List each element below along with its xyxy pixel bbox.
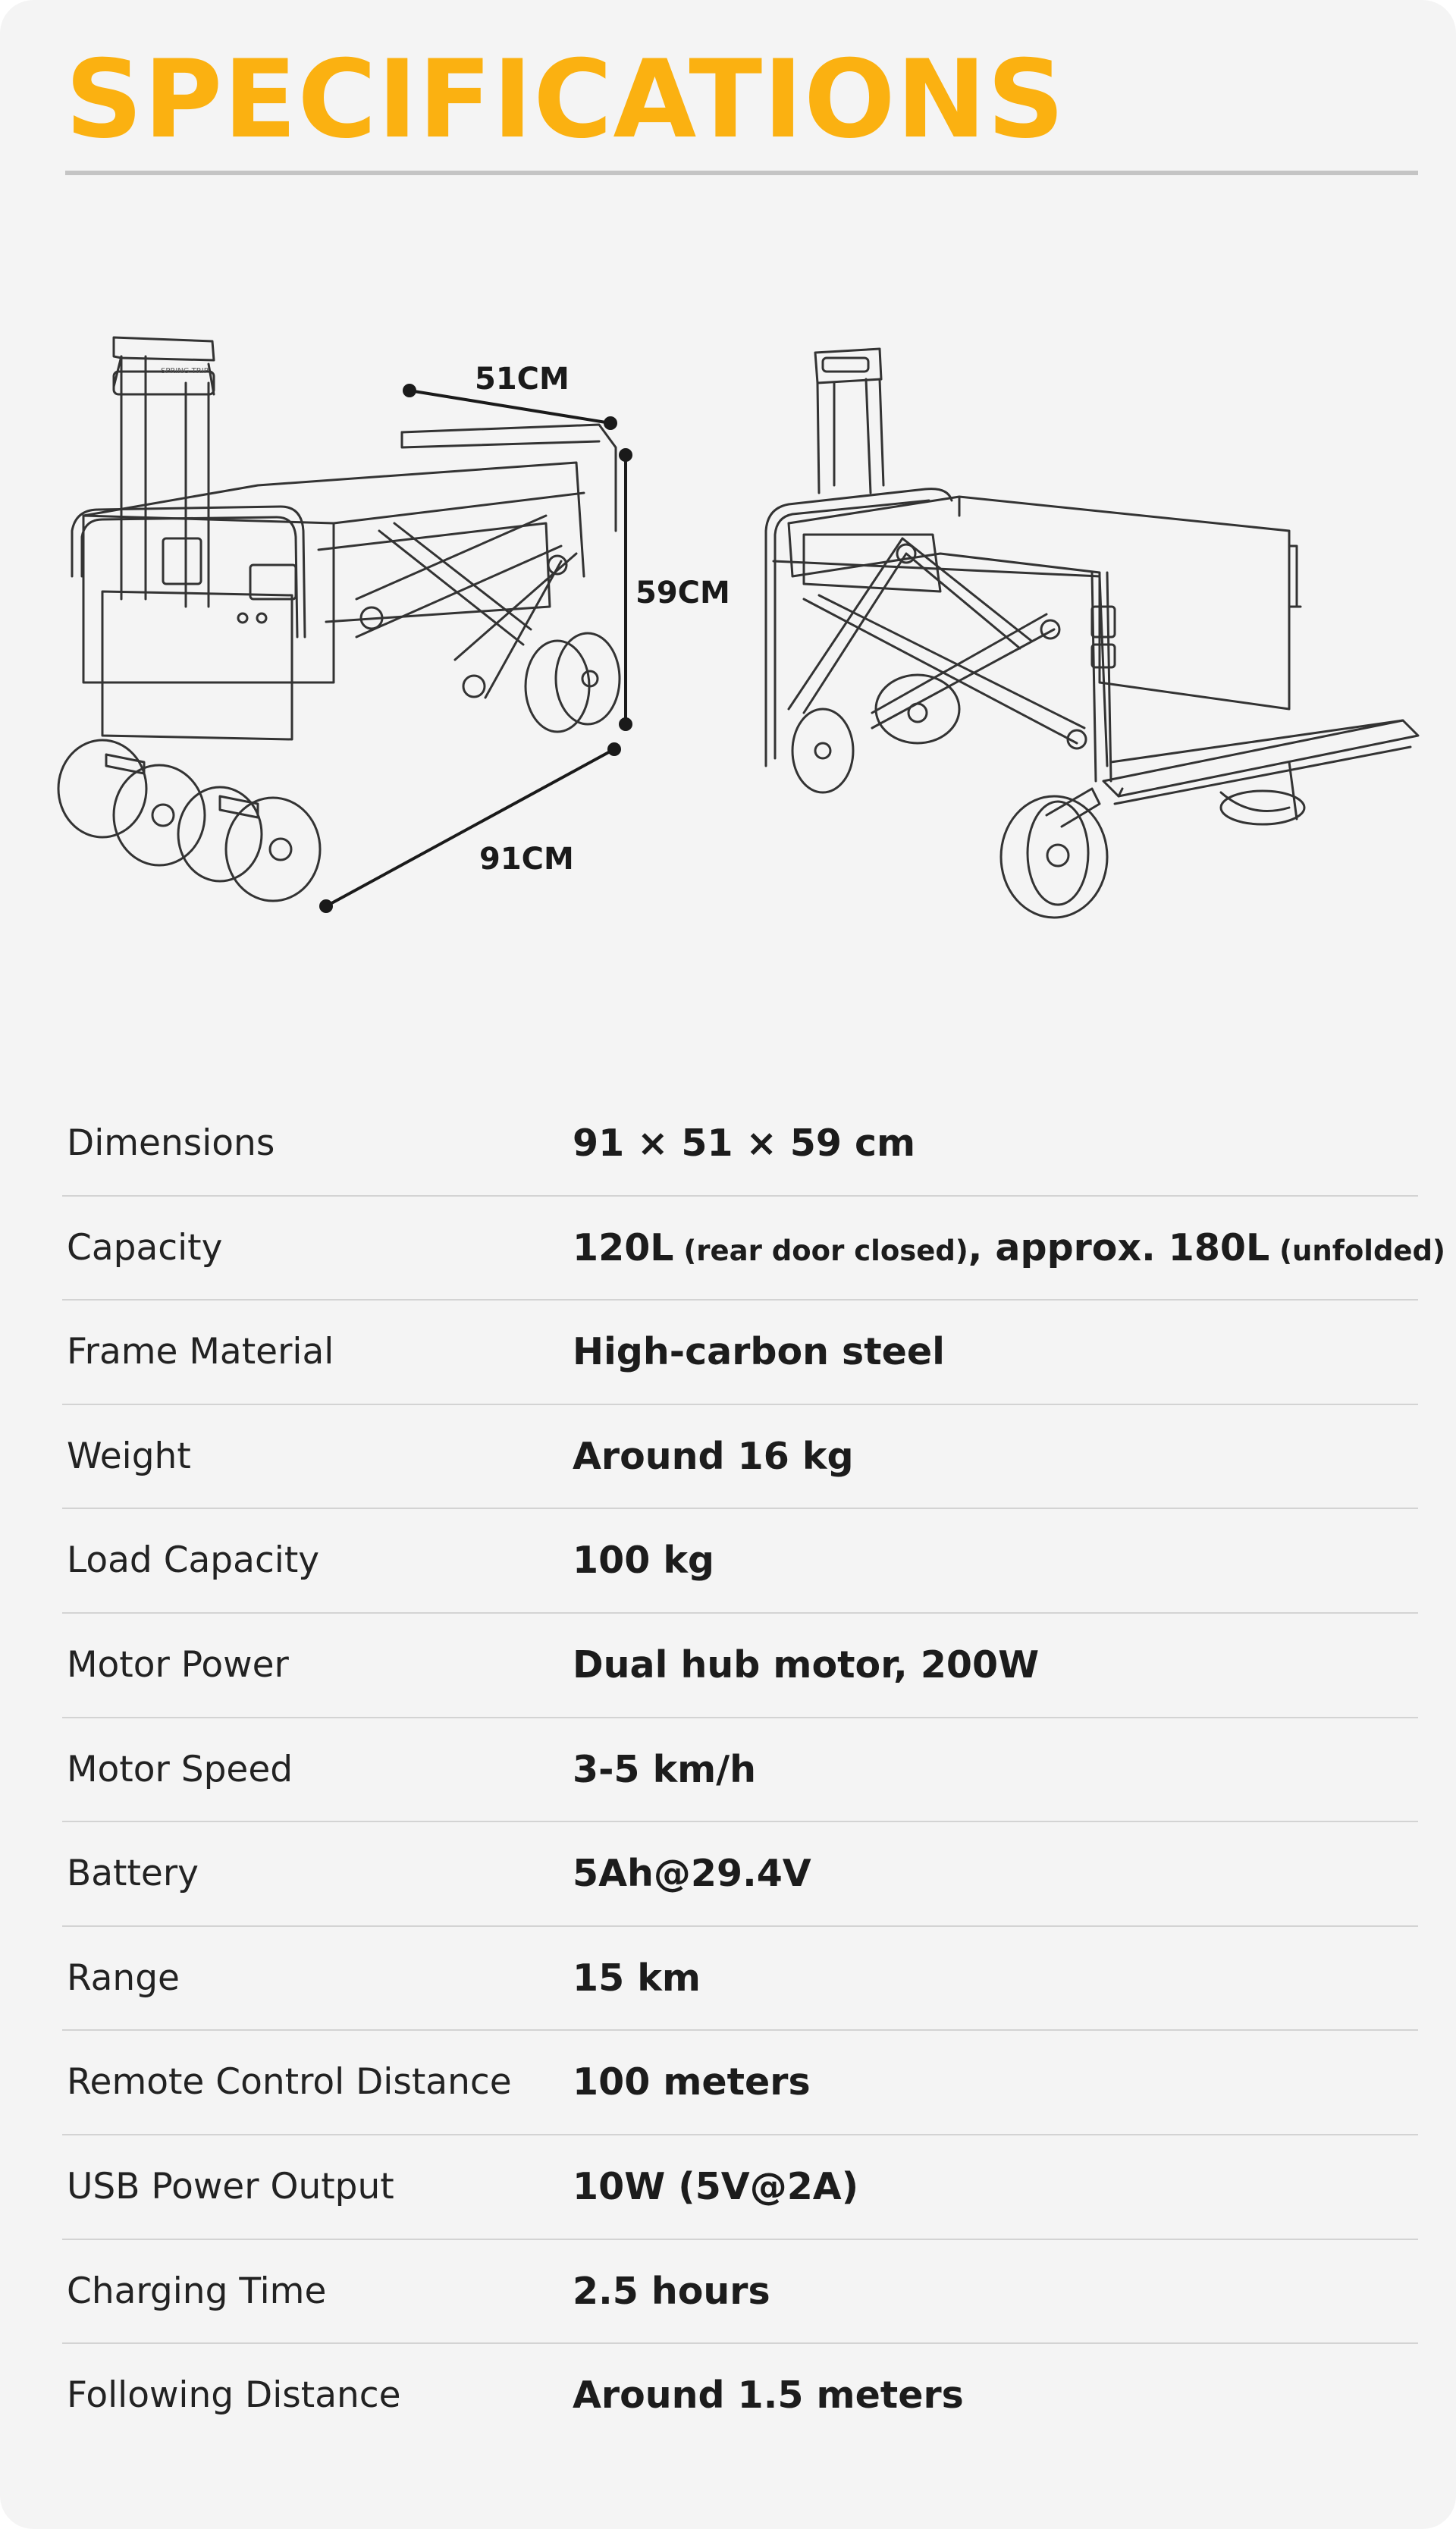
title-divider bbox=[65, 171, 1418, 175]
spec-table bbox=[62, 1092, 1445, 2447]
spec-value: Around 16 kg bbox=[573, 1434, 854, 1478]
spec-value: 5Ah@29.4V bbox=[573, 1852, 811, 1896]
spec-row-usb-power-output bbox=[62, 2135, 1418, 2240]
capacity-closed-note: (rear door closed) bbox=[673, 1234, 968, 1267]
spec-label: Load Capacity bbox=[67, 1539, 320, 1582]
spec-row-dimensions bbox=[62, 1092, 1418, 1197]
spec-row-charging-time bbox=[62, 2240, 1418, 2345]
spec-label: Following Distance bbox=[67, 2374, 401, 2417]
capacity-unfolded: , approx. 180L bbox=[968, 1225, 1270, 1269]
spec-row-load-capacity bbox=[62, 1509, 1418, 1614]
spec-value: Around 1.5 meters bbox=[573, 2374, 964, 2418]
spec-value: 91 × 51 × 59 cm bbox=[573, 1122, 916, 1165]
dimension-height-label: 59CM bbox=[635, 576, 730, 610]
spec-label: Dimensions bbox=[67, 1122, 275, 1164]
spec-value: 15 km bbox=[573, 1956, 701, 2000]
spec-row-capacity bbox=[62, 1197, 1445, 1301]
spec-label: Battery bbox=[67, 1853, 199, 1895]
spec-label: Motor Speed bbox=[67, 1748, 293, 1790]
spec-label: Motor Power bbox=[67, 1643, 289, 1686]
spec-label: USB Power Output bbox=[67, 2165, 394, 2207]
wagon-illustration bbox=[0, 288, 1456, 955]
spec-value: 100 meters bbox=[573, 2060, 811, 2104]
spec-row-range bbox=[62, 1927, 1418, 2032]
spec-value bbox=[573, 1197, 1445, 1303]
spec-row-motor-speed bbox=[62, 1718, 1418, 1823]
spec-label: Remote Control Distance bbox=[67, 2061, 512, 2104]
dimension-lines bbox=[321, 385, 631, 912]
spec-row-battery bbox=[62, 1822, 1418, 1927]
spec-label: Capacity bbox=[67, 1226, 223, 1269]
spec-row-weight bbox=[62, 1405, 1418, 1510]
spec-value: 10W (5V@2A) bbox=[573, 2164, 859, 2208]
spec-value: 100 kg bbox=[573, 1539, 715, 1583]
spec-row-frame-material bbox=[62, 1301, 1418, 1405]
page-title: SPECIFICATIONS bbox=[65, 37, 1065, 162]
spec-value: 3-5 km/h bbox=[573, 1747, 757, 1791]
handle-brand-text: SPRING TRIP bbox=[161, 367, 209, 375]
spec-label: Charging Time bbox=[67, 2270, 327, 2312]
capacity-unfolded-note: (unfolded) bbox=[1269, 1234, 1445, 1267]
dimension-width-label: 51CM bbox=[475, 362, 570, 397]
spec-row-motor-power bbox=[62, 1614, 1418, 1718]
spec-row-following-distance bbox=[62, 2344, 1418, 2447]
spec-label: Range bbox=[67, 1956, 180, 1999]
spec-row-remote-control-distance bbox=[62, 2031, 1418, 2135]
spec-label: Weight bbox=[67, 1435, 191, 1477]
spec-value: 2.5 hours bbox=[573, 2269, 770, 2313]
capacity-closed: 120L bbox=[573, 1225, 674, 1269]
dimension-length-label: 91CM bbox=[479, 842, 574, 877]
folded-wagon-illustration-icon bbox=[58, 337, 620, 901]
spec-label: Frame Material bbox=[67, 1331, 334, 1373]
spec-value: Dual hub motor, 200W bbox=[573, 1643, 1040, 1687]
unfolded-wagon-illustration-icon bbox=[766, 349, 1418, 918]
spec-value: High-carbon steel bbox=[573, 1330, 945, 1374]
